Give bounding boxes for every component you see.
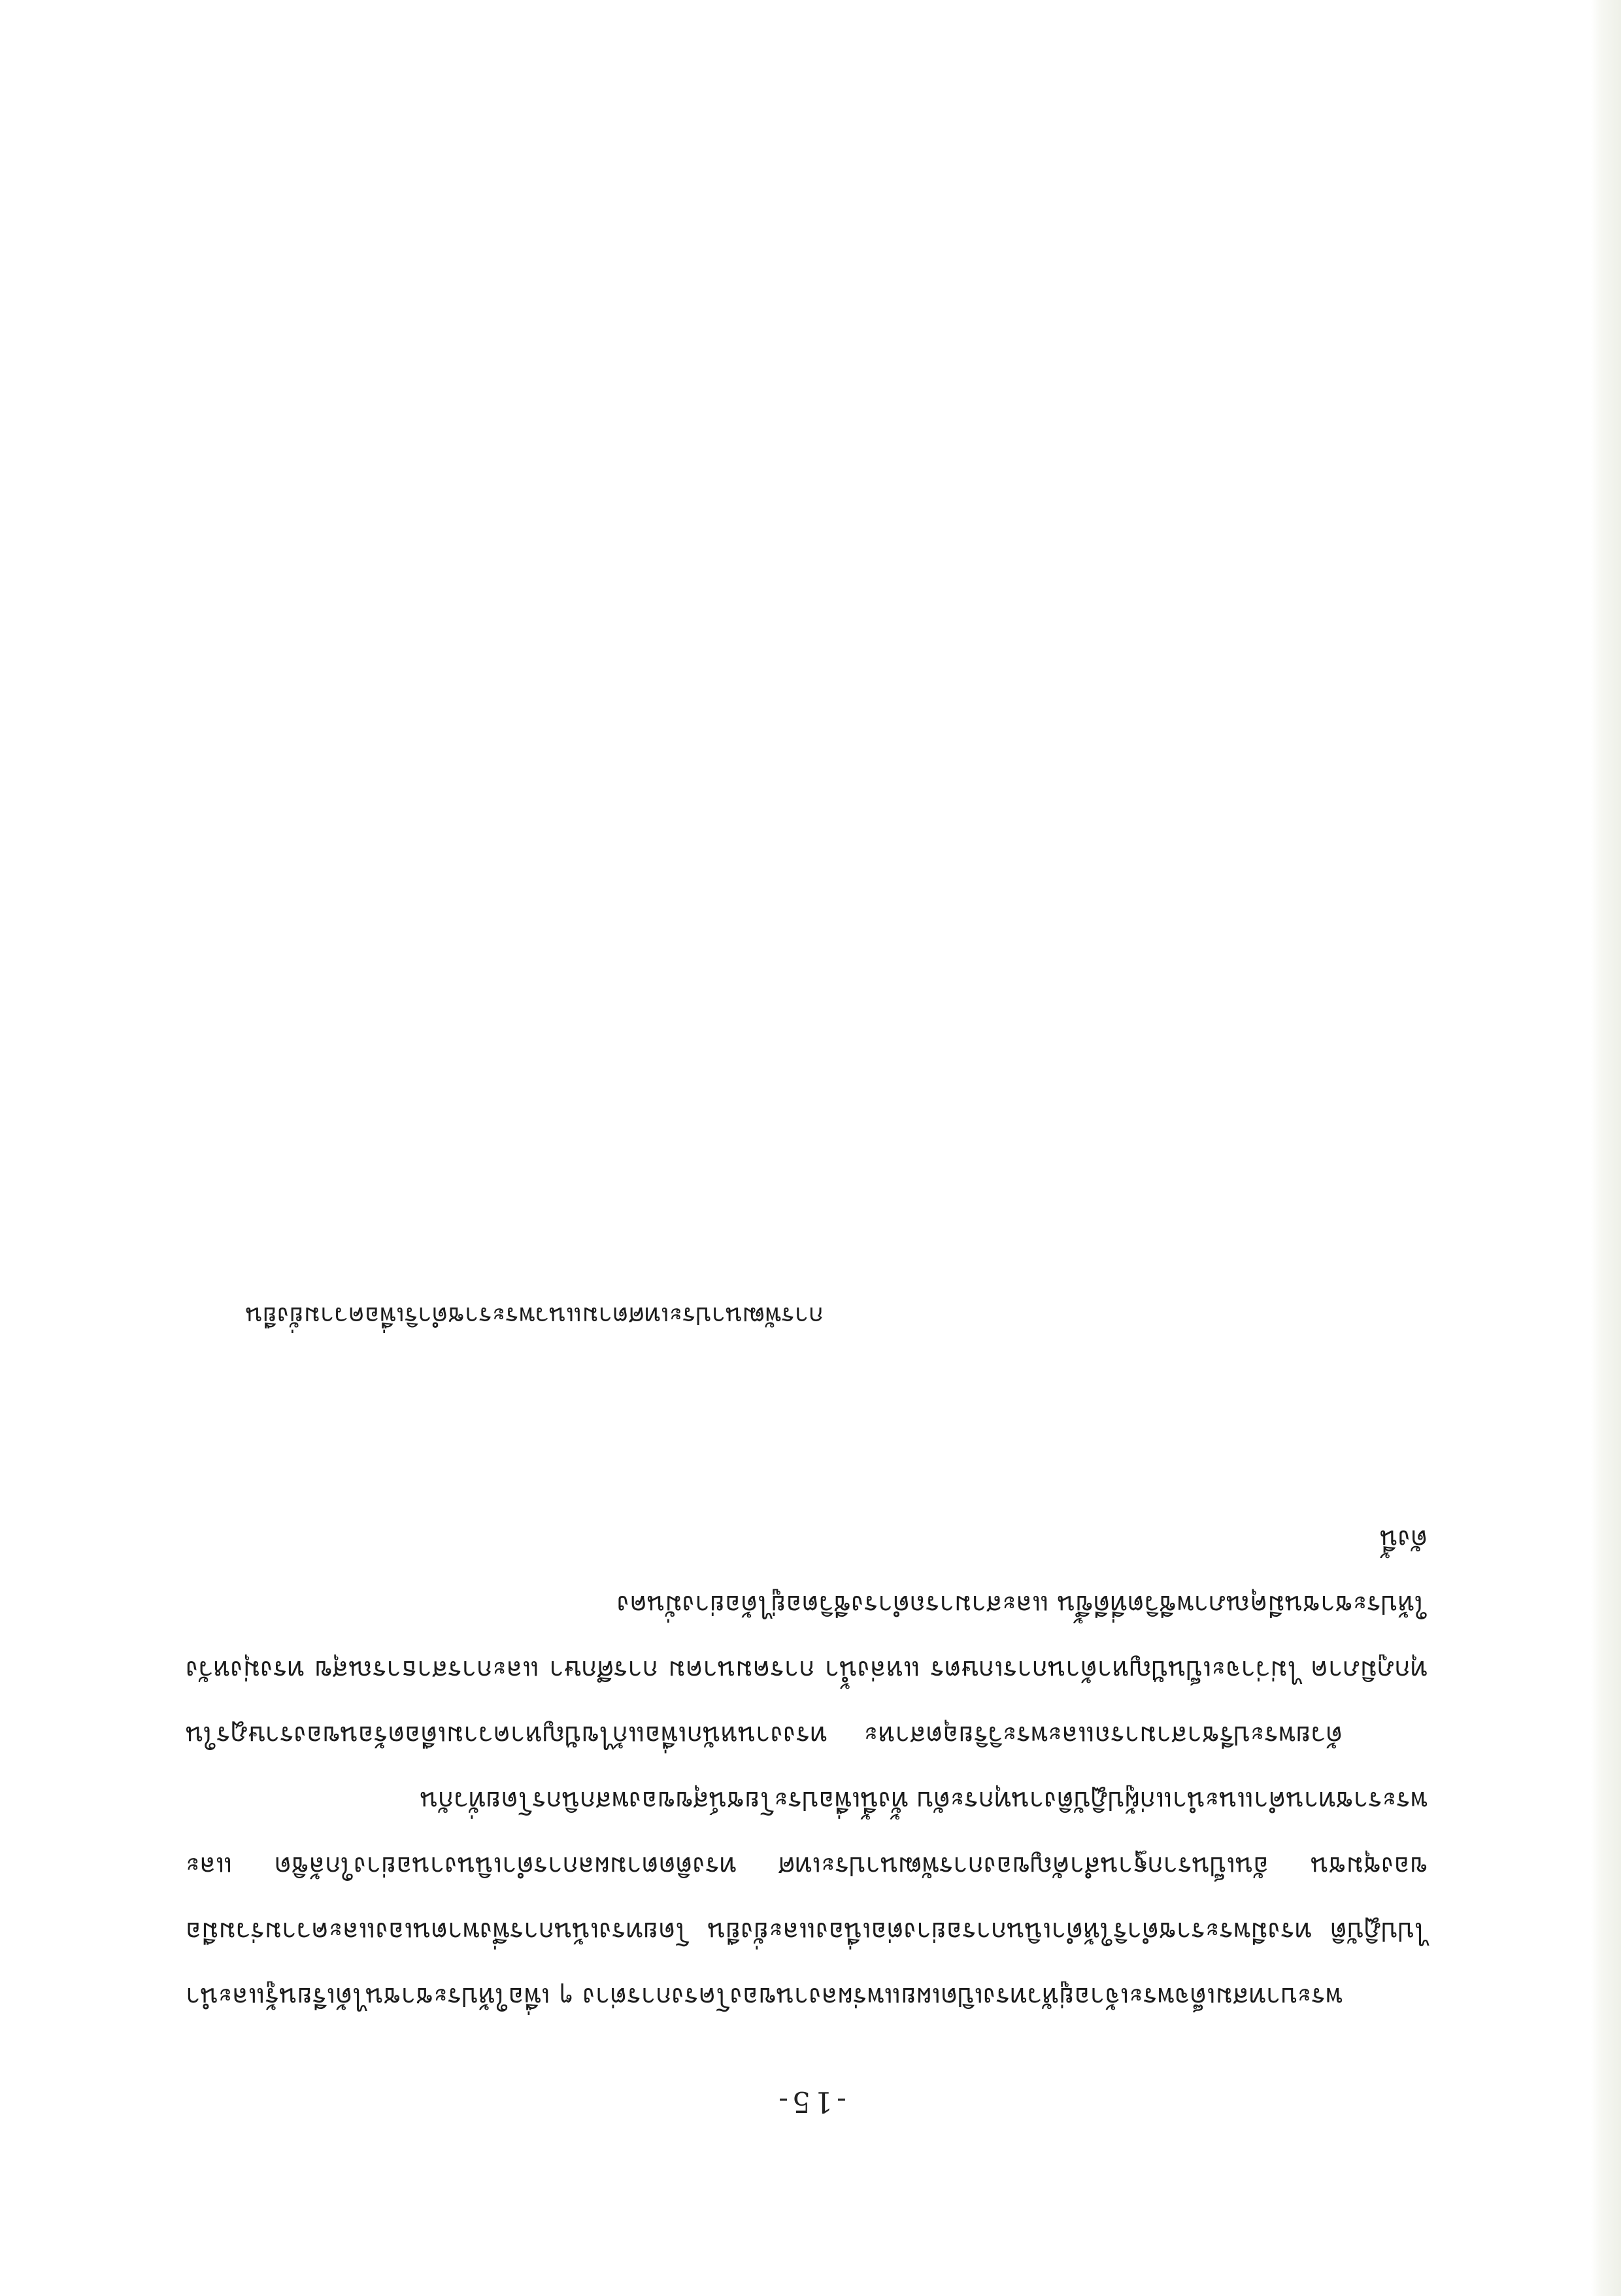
paragraph: ด้วยพระปรีชาสามารถและพระวิริยอุตสาหะ ทรงงานหนักเพื่อแก้ไขปัญหาความเดือดร้อนของราษฎรในทุกภูมิภาค ไม่ว่าจะเป็นปัญหาด้านการเกษตร แหล่งน้ำ การคมนาคม การศึกษา และการสาธารณสุข ทรงมุ่งหวังให้ประชาชนมีคุณภาพชีวิตที่ดีขึ้น และสามารถดำรงชีวิตอยู่ได้อย่างมั่นคง bbox=[186, 1589, 1428, 1750]
page-number: -15- bbox=[775, 2085, 846, 2118]
body-text bbox=[186, 1506, 1428, 2029]
paragraph: พระบาทสมเด็จพระเจ้าอยู่หัวทรงเปิดเผยแพร่ผลงานของโครงการต่าง ๆ เพื่อให้ประชาชนได้เรียนรู้และนำไปปฏิบัติ ทรงมีพระราชดำริให้ดำเนินการอย่างต่อเนื่องและยั่งยืน โดยทรงเน้นการพึ่งพาตนเองและความร่วมมือของชุมชน อันเป็นรากฐานสำคัญของการพัฒนาประเทศ ทรงติดตามผลการดำเนินงานอย่างใกล้ชิด และพระราชทานคำแนะนำแก่ผู้ปฏิบัติงานทุกระดับ ทั้งนี้เพื่อประโยชน์สุขของพสกนิกรโดยทั่วกัน bbox=[186, 1785, 1428, 2012]
caption: การพัฒนาประเทศตามแนวพระราชดำริเพื่อความยั่งยืน bbox=[245, 1302, 824, 1330]
paragraph: ดังนี้ bbox=[1380, 1524, 1428, 1554]
